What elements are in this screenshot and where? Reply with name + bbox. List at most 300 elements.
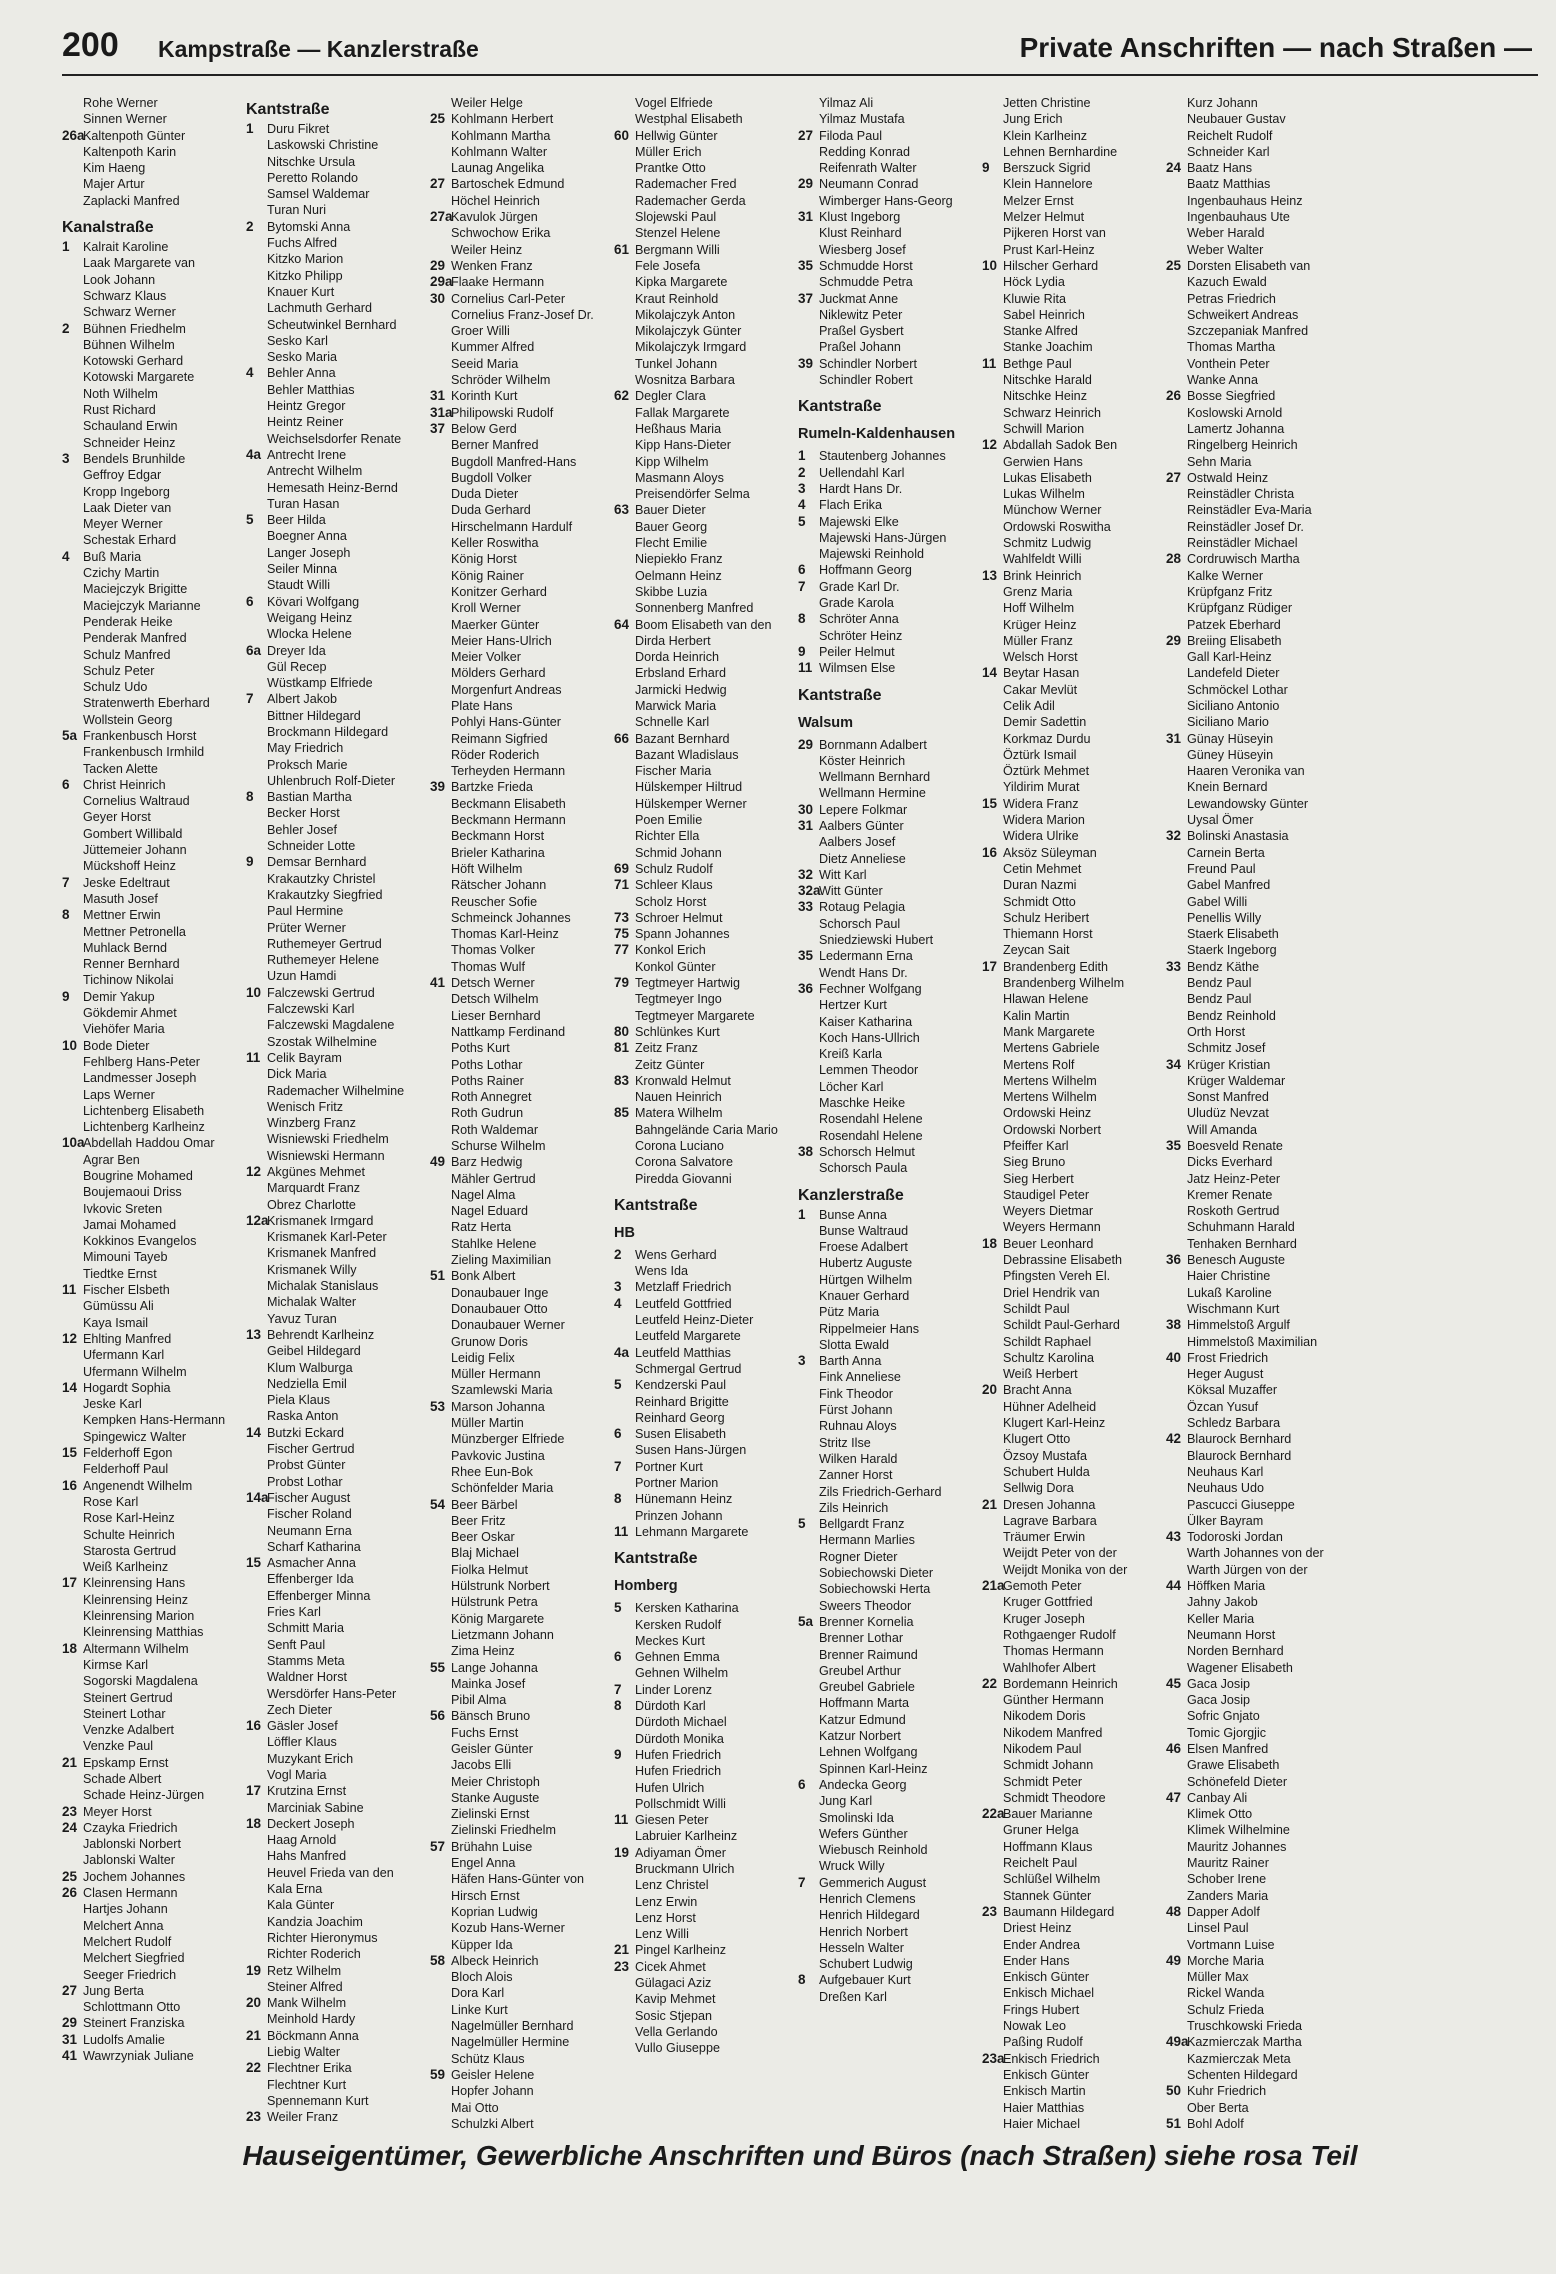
house-number: 5a: [62, 727, 78, 743]
resident-name: Paul Hermine: [267, 904, 344, 919]
address-entry: [982, 1904, 1166, 1920]
house-number: 2: [614, 1246, 622, 1262]
resident-name: Brenner Raimund: [819, 1647, 918, 1662]
address-entry: [614, 1024, 798, 1040]
address-entry: [982, 1399, 1166, 1415]
resident-name: Grenz Maria: [1003, 584, 1073, 599]
address-entry: [62, 826, 246, 842]
address-entry: [982, 160, 1166, 176]
address-entry: [1166, 665, 1350, 681]
resident-name: Rademacher Wilhelmine: [267, 1083, 405, 1098]
resident-name: Rogner Dieter: [819, 1549, 898, 1564]
address-entry: [1166, 372, 1350, 388]
resident-name: Butzki Eckard: [267, 1425, 344, 1440]
resident-name: Pijkeren Horst van: [1003, 226, 1106, 241]
resident-name: Kleinrensing Hans: [83, 1576, 186, 1591]
address-entry: [246, 1604, 430, 1620]
address-entry: [798, 1695, 982, 1711]
resident-name: Rosendahl Helene: [819, 1112, 923, 1127]
address-entry: [1166, 1122, 1350, 1138]
resident-name: Löcher Karl: [819, 1079, 884, 1094]
address-entry: [1166, 1969, 1350, 1985]
resident-name: Preisendörfer Selma: [635, 487, 750, 502]
resident-name: Gäsler Josef: [267, 1719, 338, 1734]
address-entry: [982, 519, 1166, 535]
resident-name: Behrendt Karlheinz: [267, 1327, 375, 1342]
address-entry: [62, 1934, 246, 1950]
address-entry: [798, 737, 982, 753]
resident-name: Enkisch Michael: [1003, 1986, 1094, 2001]
house-number: 5a: [798, 1613, 814, 1629]
resident-name: Bruckmann Ulrich: [635, 1861, 735, 1876]
resident-name: Thomas Hermann: [1003, 1644, 1104, 1659]
address-entry: [1166, 209, 1350, 225]
house-number: 9: [798, 643, 806, 659]
resident-name: Neumann Horst: [1187, 1627, 1276, 1642]
address-entry: [798, 1630, 982, 1646]
address-entry: [614, 1714, 798, 1730]
address-entry: [798, 1810, 982, 1826]
resident-name: Kruger Gottfried: [1003, 1595, 1093, 1610]
resident-name: Henrich Hildegard: [819, 1908, 920, 1923]
resident-name: Cakar Mevlüt: [1003, 682, 1078, 697]
address-entry: [798, 160, 982, 176]
address-entry: [1166, 1839, 1350, 1855]
resident-name: Jablonski Walter: [83, 1853, 175, 1868]
address-entry: [1166, 2051, 1350, 2067]
resident-name: Detsch Werner: [451, 976, 535, 991]
footer-note: Hauseigentümer, Gewerbliche Anschriften und Büros (nach Straßen) siehe rosa Teil: [242, 2140, 1358, 2171]
address-entry: [798, 1598, 982, 1614]
resident-name: Hilscher Gerhard: [1003, 258, 1099, 273]
address-entry: [614, 2024, 798, 2040]
address-entry: [798, 1255, 982, 1271]
address-entry: [798, 1712, 982, 1728]
address-entry: [430, 1317, 614, 1333]
address-entry: [62, 1869, 246, 1885]
resident-name: Nattkamp Ferdinand: [451, 1024, 566, 1039]
resident-name: Müller Martin: [451, 1416, 524, 1431]
street-title: Kantstraße: [246, 101, 330, 118]
resident-name: Poths Kurt: [451, 1041, 510, 1056]
address-entry: [614, 828, 798, 844]
resident-name: Bode Dieter: [83, 1038, 150, 1053]
address-entry: [982, 274, 1166, 290]
address-entry: [798, 899, 982, 915]
address-entry: [798, 932, 982, 948]
resident-name: Höck Lydia: [1003, 275, 1065, 290]
address-entry: [798, 448, 982, 464]
resident-name: Krüpfganz Fritz: [1187, 584, 1273, 599]
resident-name: Lehnen Wolfgang: [819, 1745, 918, 1760]
address-entry: [614, 1698, 798, 1714]
address-entry: [62, 875, 246, 891]
address-entry: [798, 1095, 982, 1111]
resident-name: Jochem Johannes: [83, 1869, 186, 1884]
address-entry: [982, 1105, 1166, 1121]
resident-name: Bunse Anna: [819, 1207, 887, 1222]
address-entry: [1166, 1105, 1350, 1121]
resident-name: Kluwie Rita: [1003, 291, 1066, 306]
resident-name: Antrecht Wilhelm: [267, 464, 363, 479]
address-entry: [62, 1347, 246, 1363]
resident-name: Meyer Horst: [83, 1804, 152, 1819]
resident-name: Effenberger Minna: [267, 1588, 371, 1603]
resident-name: Venzke Paul: [83, 1739, 154, 1754]
resident-name: Wilmsen Else: [819, 661, 896, 676]
address-entry: [614, 649, 798, 665]
resident-name: Bonk Albert: [451, 1269, 516, 1284]
address-entry: [614, 861, 798, 877]
address-entry: [614, 193, 798, 209]
address-entry: [62, 2048, 246, 2064]
address-entry: [982, 1448, 1166, 1464]
house-number: 79: [614, 975, 630, 991]
resident-name: Röder Roderich: [451, 747, 540, 762]
house-number: 1: [246, 121, 254, 136]
address-entry: [62, 1038, 246, 1054]
resident-name: Weyers Hermann: [1003, 1220, 1101, 1235]
resident-name: Meyer Werner: [83, 517, 163, 532]
resident-name: Orth Horst: [1187, 1024, 1246, 1039]
resident-name: Konkol Erich: [635, 943, 706, 958]
resident-name: Sofric Gnjato: [1187, 1709, 1260, 1724]
resident-name: Wimberger Hans-Georg: [819, 193, 953, 208]
resident-name: Ruthemeyer Gertrud: [267, 936, 382, 951]
address-entry: [1166, 111, 1350, 127]
house-number: 38: [1166, 1317, 1182, 1333]
address-entry: [62, 858, 246, 874]
resident-name: Sieg Bruno: [1003, 1155, 1066, 1170]
resident-name: Mai Otto: [451, 2100, 499, 2115]
resident-name: Baumann Hildegard: [1003, 1904, 1115, 1919]
resident-name: Jacobs Elli: [451, 1758, 512, 1773]
address-entry: [1166, 1545, 1350, 1561]
address-entry: [614, 926, 798, 942]
address-entry: [246, 1783, 430, 1799]
address-entry: [246, 1311, 430, 1327]
resident-name: König Margarete: [451, 1611, 545, 1626]
resident-name: Tegtmeyer Hartwig: [635, 976, 740, 991]
address-entry: [798, 111, 982, 127]
address-entry: [614, 339, 798, 355]
resident-name: Schweikert Andreas: [1187, 307, 1299, 322]
resident-name: Zeitz Günter: [635, 1057, 705, 1072]
address-entry: [614, 1682, 798, 1698]
resident-name: Schulzki Albert: [451, 2116, 534, 2131]
resident-name: Bendz Paul: [1187, 992, 1252, 1007]
address-entry: [246, 1474, 430, 1490]
resident-name: Klugert Karl-Heinz: [1003, 1416, 1106, 1431]
house-number: 63: [614, 502, 630, 518]
resident-name: Schröter Anna: [819, 612, 899, 627]
address-entry: [246, 1653, 430, 1669]
address-entry: [798, 1304, 982, 1320]
resident-name: Hülskemper Werner: [635, 796, 747, 811]
address-entry: [246, 154, 430, 170]
resident-name: Below Gerd: [451, 421, 517, 436]
address-entry: [430, 584, 614, 600]
address-entry: [798, 144, 982, 160]
address-entry: [982, 1171, 1166, 1187]
address-entry: [798, 1467, 982, 1483]
address-entry: [62, 288, 246, 304]
address-entry: [430, 307, 614, 323]
address-entry: [430, 274, 614, 290]
resident-name: Reifenrath Walter: [819, 161, 917, 176]
resident-name: Konitzer Gerhard: [451, 584, 547, 599]
address-entry: [246, 920, 430, 936]
house-number: 4: [614, 1295, 622, 1311]
resident-name: Redding Konrad: [819, 144, 911, 159]
address-entry: [798, 948, 982, 964]
resident-name: Sogorski Magdalena: [83, 1674, 198, 1689]
house-number: 9: [982, 160, 990, 176]
resident-name: Mertens Wilhelm: [1003, 1073, 1097, 1088]
address-entry: [982, 1382, 1166, 1398]
house-number: 27: [62, 1982, 78, 1998]
resident-name: Turan Nuri: [267, 203, 327, 218]
address-entry: [982, 1415, 1166, 1431]
resident-name: Krismanek Karl-Peter: [267, 1230, 387, 1245]
address-entry: [246, 1131, 430, 1147]
resident-name: Bornmann Adalbert: [819, 737, 927, 752]
resident-name: Blaurock Bernhard: [1187, 1432, 1292, 1447]
resident-name: Scharf Katharina: [267, 1539, 361, 1554]
house-number: 14: [982, 665, 998, 681]
resident-name: König Rainer: [451, 568, 524, 583]
house-number: 14a: [246, 1489, 269, 1505]
resident-name: Greubel Gabriele: [819, 1680, 915, 1695]
resident-name: Fischer Maria: [635, 764, 712, 779]
resident-name: Schubert Ludwig: [819, 1957, 913, 1972]
resident-name: Flecht Emilie: [635, 536, 708, 551]
address-entry: [62, 1852, 246, 1868]
address-entry: [614, 1828, 798, 1844]
address-entry: [1166, 258, 1350, 274]
resident-name: Nagel Eduard: [451, 1204, 529, 1219]
house-number: 73: [614, 909, 630, 925]
resident-name: Wawrzyniak Juliane: [83, 2049, 194, 2064]
address-entry: [982, 959, 1166, 975]
resident-name: Pfeiffer Karl: [1003, 1139, 1069, 1153]
address-entry: [246, 1571, 430, 1587]
resident-name: Wüstkamp Elfriede: [267, 676, 373, 691]
address-entry: [798, 307, 982, 323]
address-entry: [246, 1360, 430, 1376]
resident-name: Lichtenberg Karlheinz: [83, 1120, 205, 1135]
resident-name: Smolinski Ida: [819, 1810, 894, 1825]
resident-name: Reinstädler Josef Dr.: [1187, 519, 1304, 534]
address-entry: [62, 353, 246, 369]
house-number: 22a: [982, 1806, 1005, 1822]
resident-name: Bittner Hildegard: [267, 708, 361, 723]
resident-name: Portner Kurt: [635, 1459, 703, 1474]
address-entry: [798, 562, 982, 578]
address-entry: [614, 225, 798, 241]
house-number: 19: [246, 1962, 262, 1978]
resident-name: Fuchs Ernst: [451, 1725, 519, 1740]
house-number: 53: [430, 1398, 446, 1414]
resident-name: Masmann Aloys: [635, 470, 724, 485]
resident-name: Kuhr Friedrich: [1187, 2084, 1267, 2099]
address-entry: [246, 251, 430, 267]
address-entry: [62, 1412, 246, 1428]
house-number: 49: [1166, 1952, 1182, 1968]
address-entry: [1166, 242, 1350, 258]
address-entry: [62, 1543, 246, 1559]
address-entry: [62, 1510, 246, 1526]
address-entry: [1166, 1154, 1350, 1170]
resident-name: Klust Reinhard: [819, 226, 902, 241]
directory-column: [982, 95, 1166, 2131]
address-entry: [614, 470, 798, 486]
address-entry: [62, 1901, 246, 1917]
address-entry: [798, 981, 982, 997]
house-number: 32: [1166, 828, 1182, 844]
address-entry: [982, 1594, 1166, 1610]
resident-name: Aalbers Günter: [819, 818, 904, 833]
address-entry: [62, 255, 246, 271]
resident-name: Brühahn Luise: [451, 1839, 533, 1854]
resident-name: Beer Hilda: [267, 513, 326, 528]
address-entry: [246, 414, 430, 430]
house-number: 22: [982, 1675, 998, 1691]
resident-name: Demir Yakup: [83, 989, 155, 1004]
house-number: 33: [798, 899, 814, 915]
resident-name: Grawe Elisabeth: [1187, 1758, 1280, 1773]
resident-name: Pohlyi Hans-Günter: [451, 715, 561, 730]
resident-name: Wisniewski Friedhelm: [267, 1132, 389, 1147]
address-entry: [430, 339, 614, 355]
house-number: 6: [614, 1426, 622, 1442]
resident-name: Gabel Willi: [1187, 894, 1248, 909]
address-entry: [798, 1144, 982, 1160]
address-entry: [62, 1201, 246, 1217]
resident-name: Schestak Erhard: [83, 533, 177, 548]
address-entry: [982, 1725, 1166, 1741]
address-entry: [982, 731, 1166, 747]
address-entry: [62, 565, 246, 581]
address-entry: [62, 1527, 246, 1543]
address-entry: [430, 1171, 614, 1187]
address-entry: [982, 1431, 1166, 1447]
address-entry: [246, 1539, 430, 1555]
resident-name: Bazant Bernhard: [635, 731, 730, 746]
resident-name: Kohlmann Walter: [451, 144, 548, 159]
resident-name: Siciliano Antonio: [1187, 698, 1280, 713]
house-number: 4: [798, 497, 806, 513]
resident-name: Klimek Otto: [1187, 1807, 1253, 1822]
resident-name: Ordowski Heinz: [1003, 1106, 1092, 1121]
resident-name: Keller Maria: [1187, 1611, 1255, 1626]
house-number: 12a: [246, 1212, 269, 1228]
address-entry: [798, 997, 982, 1013]
resident-name: Klein Hannelore: [1003, 177, 1093, 192]
address-entry: [982, 1660, 1166, 1676]
address-entry: [1166, 535, 1350, 551]
resident-name: Krakautzky Siegfried: [267, 887, 383, 902]
address-entry: [798, 356, 982, 372]
address-entry: [1166, 779, 1350, 795]
house-number: 31: [62, 2031, 78, 2047]
house-number: 14: [62, 1379, 78, 1395]
resident-name: Schuhmann Harald: [1187, 1220, 1295, 1235]
address-entry: [62, 1722, 246, 1738]
resident-name: Özsoy Mustafa: [1003, 1448, 1087, 1463]
house-number: 20: [246, 1995, 262, 2011]
resident-name: Giesen Peter: [635, 1813, 709, 1828]
resident-name: Witt Karl: [819, 867, 867, 882]
resident-name: Vonthein Peter: [1187, 356, 1270, 371]
resident-name: Kirmse Karl: [83, 1657, 149, 1672]
resident-name: Widera Franz: [1003, 796, 1079, 811]
address-entry: [1166, 1643, 1350, 1659]
address-entry: [62, 1494, 246, 1510]
resident-name: Müller Max: [1187, 1970, 1249, 1985]
address-entry: [614, 1040, 798, 1056]
address-entry: [62, 369, 246, 385]
house-number: 51: [430, 1268, 446, 1284]
resident-name: Brandenberg Edith: [1003, 959, 1109, 974]
address-entry: [430, 1594, 614, 1610]
resident-name: Kala Erna: [267, 1882, 323, 1897]
resident-name: Knein Bernard: [1187, 780, 1268, 795]
resident-name: Weber Walter: [1187, 242, 1264, 257]
address-entry: [614, 1328, 798, 1344]
address-entry: [62, 1364, 246, 1380]
street-title: Kanzlerstraße: [798, 1186, 904, 1204]
house-number: 8: [62, 907, 70, 923]
address-entry: [614, 584, 798, 600]
house-number: 66: [614, 730, 630, 746]
address-entry: [1166, 747, 1350, 763]
resident-name: Seeid Maria: [451, 356, 519, 371]
address-entry: [982, 421, 1166, 437]
house-number: 13: [246, 1326, 262, 1342]
address-entry: [62, 712, 246, 728]
address-entry: [614, 1942, 798, 1958]
resident-name: Dora Karl: [451, 1986, 505, 2001]
resident-name: Freund Paul: [1187, 861, 1256, 876]
resident-name: Retz Wilhelm: [267, 1963, 342, 1978]
resident-name: Schmitz Josef: [1187, 1041, 1266, 1056]
house-number: 32: [798, 866, 814, 882]
address-entry: [614, 551, 798, 567]
resident-name: Weijdt Monika von der: [1003, 1562, 1128, 1577]
address-entry: [1166, 926, 1350, 942]
resident-name: Nitschke Ursula: [267, 154, 356, 169]
resident-name: Witt Günter: [819, 884, 883, 899]
resident-name: Köksal Muzaffer: [1187, 1383, 1278, 1398]
resident-name: Degler Clara: [635, 389, 706, 404]
address-entry: [430, 1692, 614, 1708]
resident-name: Mauritz Johannes: [1187, 1839, 1287, 1854]
address-entry: [982, 682, 1166, 698]
resident-name: Schulz Manfred: [83, 647, 171, 662]
address-entry: [430, 242, 614, 258]
resident-name: Bauer Dieter: [635, 503, 706, 518]
resident-name: Vogel Elfriede: [635, 96, 713, 110]
resident-name: Piela Klaus: [267, 1393, 331, 1408]
resident-name: Beckmann Horst: [451, 829, 545, 844]
resident-name: Venzke Adalbert: [83, 1723, 175, 1738]
address-entry: [430, 991, 614, 1007]
address-entry: [798, 1581, 982, 1597]
address-entry: [1166, 193, 1350, 209]
address-entry: [246, 1099, 430, 1115]
resident-name: Landmesser Joseph: [83, 1071, 197, 1086]
